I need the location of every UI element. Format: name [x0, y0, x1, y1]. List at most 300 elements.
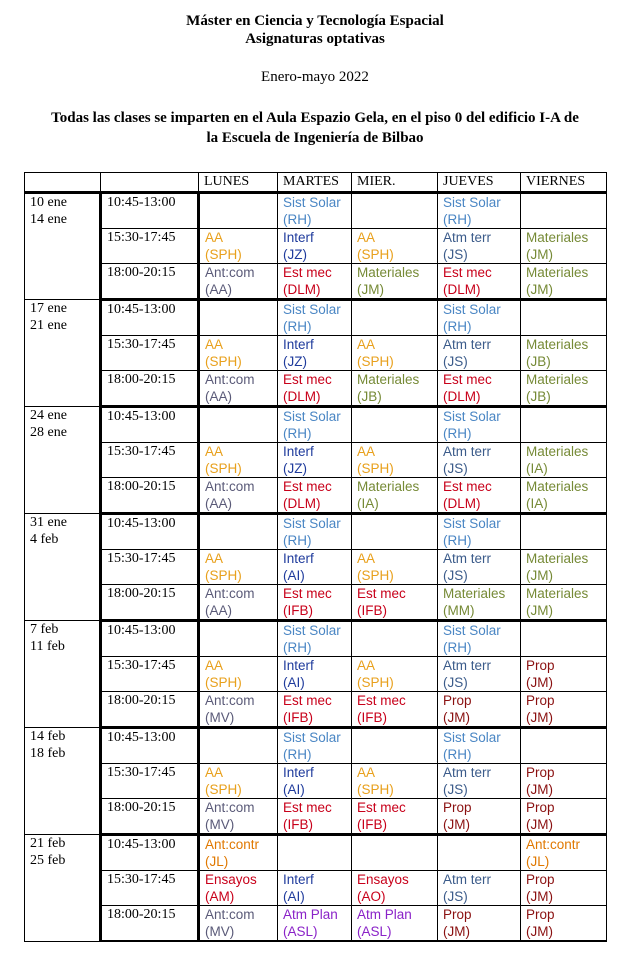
subject-name: Atm terr — [443, 872, 492, 887]
subject-name: AA — [357, 765, 376, 780]
professor-code: (RH) — [443, 212, 472, 227]
subject-name: Materiales — [357, 265, 420, 280]
professor-code: (RH) — [443, 319, 472, 334]
week-start-date: 17 ene — [30, 301, 67, 316]
professor-code: (AA) — [205, 282, 232, 297]
class-cell — [278, 550, 352, 585]
class-cell — [521, 692, 607, 728]
class-cell — [199, 835, 278, 871]
professor-code: (SPH) — [357, 461, 394, 476]
subject-name: Est mec — [357, 586, 406, 601]
professor-code: (SPH) — [357, 675, 394, 690]
time-slot: 18:00-20:15 — [101, 478, 199, 514]
professor-code: (SPH) — [205, 354, 242, 369]
subject-name: Atm terr — [443, 444, 492, 459]
subject-name: Interf — [283, 765, 314, 780]
class-cell — [438, 264, 521, 300]
professor-code: (RH) — [283, 212, 312, 227]
subject-name: Sist Solar — [443, 302, 501, 317]
professor-code: (JM) — [526, 603, 553, 618]
class-cell — [352, 336, 438, 371]
professor-code: (RH) — [443, 640, 472, 655]
professor-code: (JM) — [357, 282, 384, 297]
subject-name: Sist Solar — [283, 623, 341, 638]
column-header — [101, 173, 199, 193]
empty-cell — [199, 300, 278, 336]
subject-name: Prop — [526, 872, 555, 887]
subject-name: Prop — [526, 800, 555, 815]
subject-name: Sist Solar — [283, 302, 341, 317]
subject-name: Sist Solar — [443, 195, 501, 210]
empty-cell — [352, 193, 438, 229]
empty-cell — [199, 621, 278, 657]
schedule-row — [25, 371, 607, 407]
week-start-date: 31 ene — [30, 515, 67, 530]
class-cell — [438, 871, 521, 906]
class-cell — [278, 407, 352, 443]
schedule-row — [25, 478, 607, 514]
professor-code: (IFB) — [357, 603, 387, 618]
subject-name: Materiales — [357, 372, 420, 387]
class-cell — [352, 871, 438, 906]
subject-name: Ant:com — [205, 372, 255, 387]
class-cell — [438, 371, 521, 407]
professor-code: (JM) — [526, 889, 553, 904]
subject-name: Prop — [443, 800, 472, 815]
professor-code: (RH) — [443, 426, 472, 441]
subject-name: Interf — [283, 230, 314, 245]
professor-code: (RH) — [283, 426, 312, 441]
schedule-row — [25, 728, 607, 764]
class-cell — [521, 336, 607, 371]
subject-name: Sist Solar — [443, 623, 501, 638]
subject-name: AA — [205, 658, 224, 673]
professor-code: (IFB) — [283, 817, 313, 832]
class-cell — [521, 871, 607, 906]
professor-code: (ASL) — [357, 924, 392, 939]
schedule-table — [24, 172, 607, 942]
professor-code: (AI) — [283, 782, 305, 797]
subject-name: Interf — [283, 872, 314, 887]
class-cell — [278, 657, 352, 692]
subject-name: Atm terr — [443, 658, 492, 673]
column-header-martes: MARTES — [278, 173, 352, 193]
week-start-date: 21 feb — [30, 836, 66, 851]
subject-name: Ant:com — [205, 907, 255, 922]
professor-code: (SPH) — [205, 461, 242, 476]
empty-cell — [521, 514, 607, 550]
subject-name: AA — [205, 230, 224, 245]
header-row — [25, 173, 607, 193]
class-cell — [521, 585, 607, 621]
subject-name: Ant:com — [205, 800, 255, 815]
class-cell — [438, 478, 521, 514]
professor-code: (AI) — [283, 889, 305, 904]
week-end-date: 18 feb — [30, 746, 66, 761]
column-header-lunes: LUNES — [199, 173, 278, 193]
class-cell — [278, 764, 352, 799]
class-cell — [278, 371, 352, 407]
subject-name: AA — [205, 765, 224, 780]
professor-code: (IA) — [526, 461, 548, 476]
subject-name: Interf — [283, 658, 314, 673]
subject-name: AA — [357, 551, 376, 566]
subject-name: Sist Solar — [283, 516, 341, 531]
professor-code: (ASL) — [283, 924, 318, 939]
professor-code: (JL) — [526, 854, 550, 869]
professor-code: (AA) — [205, 496, 232, 511]
class-cell — [521, 550, 607, 585]
class-cell — [438, 728, 521, 764]
empty-cell — [199, 514, 278, 550]
class-cell — [352, 371, 438, 407]
semester-dates: Enero-mayo 2022 — [261, 69, 369, 85]
class-cell — [521, 764, 607, 799]
class-cell — [438, 906, 521, 942]
professor-code: (JS) — [443, 461, 468, 476]
class-cell — [438, 407, 521, 443]
empty-cell — [199, 407, 278, 443]
class-cell — [438, 300, 521, 336]
class-cell — [521, 371, 607, 407]
class-cell — [199, 550, 278, 585]
schedule-row — [25, 692, 607, 728]
professor-code: (JM) — [526, 675, 553, 690]
week-dates — [25, 835, 101, 942]
class-cell — [521, 835, 607, 871]
subject-name: Materiales — [526, 479, 589, 494]
subject-name: Est mec — [283, 265, 332, 280]
class-cell — [199, 443, 278, 478]
professor-code: (JM) — [526, 782, 553, 797]
class-cell — [352, 229, 438, 264]
week-start-date: 14 feb — [30, 729, 66, 744]
subject-name: Atm terr — [443, 765, 492, 780]
time-slot: 18:00-20:15 — [101, 906, 199, 942]
empty-cell — [352, 835, 438, 871]
schedule-row — [25, 443, 607, 478]
subject-name: Prop — [526, 765, 555, 780]
professor-code: (JZ) — [283, 354, 307, 369]
subject-name: Est mec — [443, 265, 492, 280]
time-slot: 18:00-20:15 — [101, 585, 199, 621]
time-slot: 18:00-20:15 — [101, 692, 199, 728]
subject-name: Interf — [283, 551, 314, 566]
week-dates — [25, 728, 101, 835]
class-cell — [278, 443, 352, 478]
class-cell — [521, 657, 607, 692]
professor-code: (SPH) — [357, 247, 394, 262]
subject-name: AA — [205, 444, 224, 459]
time-slot: 15:30-17:45 — [101, 336, 199, 371]
class-cell — [438, 443, 521, 478]
document-title — [0, 12, 630, 48]
class-cell — [278, 692, 352, 728]
professor-code: (RH) — [443, 533, 472, 548]
class-cell — [199, 371, 278, 407]
subject-name: Sist Solar — [443, 409, 501, 424]
schedule-row — [25, 407, 607, 443]
professor-code: (AA) — [205, 603, 232, 618]
notice-line: la Escuela de Ingeniería de Bilbao — [206, 130, 424, 146]
subject-name: Est mec — [283, 479, 332, 494]
week-start-date: 10 ene — [30, 195, 67, 210]
schedule-row — [25, 193, 607, 229]
subject-name: AA — [357, 337, 376, 352]
professor-code: (JS) — [443, 247, 468, 262]
class-cell — [352, 443, 438, 478]
schedule-row — [25, 550, 607, 585]
empty-cell — [199, 728, 278, 764]
professor-code: (JS) — [443, 354, 468, 369]
professor-code: (MV) — [205, 710, 235, 725]
subject-name: Est mec — [357, 693, 406, 708]
column-header-miercoles: MIER. — [352, 173, 438, 193]
subject-name: Est mec — [283, 800, 332, 815]
subject-name: Sist Solar — [283, 730, 341, 745]
professor-code: (JM) — [526, 710, 553, 725]
week-dates — [25, 193, 101, 300]
professor-code: (AM) — [205, 889, 235, 904]
professor-code: (JZ) — [283, 461, 307, 476]
subject-name: Ensayos — [357, 872, 409, 887]
schedule-row — [25, 657, 607, 692]
professor-code: (MV) — [205, 817, 235, 832]
professor-code: (JM) — [526, 282, 553, 297]
class-cell — [521, 906, 607, 942]
schedule-body — [25, 193, 607, 942]
time-slot: 10:45-13:00 — [101, 835, 199, 871]
schedule-row — [25, 514, 607, 550]
subject-name: Ant:com — [205, 693, 255, 708]
professor-code: (JM) — [443, 710, 470, 725]
schedule-row — [25, 336, 607, 371]
subject-name: Materiales — [443, 586, 506, 601]
professor-code: (SPH) — [205, 568, 242, 583]
subject-name: AA — [357, 658, 376, 673]
professor-code: (IA) — [526, 496, 548, 511]
class-cell — [278, 300, 352, 336]
subject-name: Prop — [443, 693, 472, 708]
professor-code: (DLM) — [283, 389, 321, 404]
subject-name: Est mec — [283, 586, 332, 601]
class-cell — [199, 871, 278, 906]
subject-name: Atm Plan — [283, 907, 338, 922]
class-cell — [278, 906, 352, 942]
empty-cell — [278, 835, 352, 871]
class-cell — [352, 906, 438, 942]
column-header-viernes: VIERNES — [521, 173, 607, 193]
empty-cell — [199, 193, 278, 229]
professor-code: (JB) — [526, 354, 551, 369]
professor-code: (JM) — [443, 817, 470, 832]
empty-cell — [352, 300, 438, 336]
class-cell — [199, 336, 278, 371]
class-cell — [438, 764, 521, 799]
subject-name: Ensayos — [205, 872, 257, 887]
week-end-date: 21 ene — [30, 318, 67, 333]
class-cell — [438, 692, 521, 728]
professor-code: (SPH) — [205, 675, 242, 690]
class-cell — [352, 692, 438, 728]
class-cell — [199, 906, 278, 942]
class-cell — [521, 264, 607, 300]
class-cell — [278, 799, 352, 835]
column-header — [25, 173, 101, 193]
class-cell — [278, 478, 352, 514]
professor-code: (IFB) — [357, 710, 387, 725]
week-end-date: 4 feb — [30, 532, 59, 547]
time-slot: 10:45-13:00 — [101, 621, 199, 657]
professor-code: (IFB) — [283, 603, 313, 618]
week-end-date: 14 ene — [30, 212, 67, 227]
class-cell — [438, 514, 521, 550]
professor-code: (AI) — [283, 675, 305, 690]
class-cell — [199, 478, 278, 514]
schedule-row — [25, 229, 607, 264]
schedule-row — [25, 906, 607, 942]
class-cell — [438, 621, 521, 657]
week-dates — [25, 407, 101, 514]
professor-code: (JL) — [205, 854, 229, 869]
time-slot: 15:30-17:45 — [101, 764, 199, 799]
column-header-jueves: JUEVES — [438, 173, 521, 193]
schedule-row — [25, 300, 607, 336]
schedule-row — [25, 799, 607, 835]
professor-code: (SPH) — [357, 782, 394, 797]
professor-code: (JS) — [443, 568, 468, 583]
subject-name: Interf — [283, 444, 314, 459]
professor-code: (JS) — [443, 889, 468, 904]
professor-code: (IFB) — [357, 817, 387, 832]
professor-code: (JS) — [443, 782, 468, 797]
title-line: Máster en Ciencia y Tecnología Espacial — [186, 13, 444, 29]
subtitle-line: Asignaturas optativas — [245, 31, 385, 47]
subject-name: Materiales — [526, 337, 589, 352]
schedule-row — [25, 764, 607, 799]
subject-name: Materiales — [526, 372, 589, 387]
subject-name: AA — [357, 444, 376, 459]
empty-cell — [352, 514, 438, 550]
week-dates — [25, 621, 101, 728]
time-slot: 15:30-17:45 — [101, 550, 199, 585]
subject-name: Sist Solar — [443, 730, 501, 745]
professor-code: (JB) — [526, 389, 551, 404]
class-cell — [352, 550, 438, 585]
week-dates — [25, 514, 101, 621]
subject-name: Ant:contr — [205, 837, 260, 852]
week-end-date: 25 feb — [30, 853, 66, 868]
professor-code: (RH) — [283, 319, 312, 334]
subject-name: Atm Plan — [357, 907, 412, 922]
subject-name: Atm terr — [443, 337, 492, 352]
time-slot: 15:30-17:45 — [101, 657, 199, 692]
time-slot: 18:00-20:15 — [101, 264, 199, 300]
subject-name: Materiales — [357, 479, 420, 494]
class-cell — [352, 764, 438, 799]
class-cell — [438, 657, 521, 692]
time-slot: 10:45-13:00 — [101, 514, 199, 550]
time-slot: 15:30-17:45 — [101, 871, 199, 906]
time-slot: 10:45-13:00 — [101, 728, 199, 764]
subject-name: Materiales — [526, 230, 589, 245]
subject-name: Prop — [526, 907, 555, 922]
subject-name: Sist Solar — [283, 195, 341, 210]
empty-cell — [352, 621, 438, 657]
professor-code: (RH) — [283, 747, 312, 762]
professor-code: (JM) — [526, 568, 553, 583]
week-end-date: 11 feb — [30, 639, 65, 654]
schedule-row — [25, 264, 607, 300]
professor-code: (DLM) — [443, 389, 481, 404]
class-cell — [352, 585, 438, 621]
professor-code: (SPH) — [357, 354, 394, 369]
subject-name: Est mec — [443, 372, 492, 387]
class-cell — [438, 336, 521, 371]
empty-cell — [521, 621, 607, 657]
time-slot: 10:45-13:00 — [101, 300, 199, 336]
professor-code: (SPH) — [205, 782, 242, 797]
class-cell — [278, 585, 352, 621]
class-cell — [438, 193, 521, 229]
class-cell — [438, 799, 521, 835]
professor-code: (JM) — [526, 924, 553, 939]
empty-cell — [352, 407, 438, 443]
class-cell — [278, 871, 352, 906]
class-cell — [352, 478, 438, 514]
professor-code: (DLM) — [283, 282, 321, 297]
professor-code: (SPH) — [205, 247, 242, 262]
time-slot: 10:45-13:00 — [101, 193, 199, 229]
week-start-date: 7 feb — [30, 622, 59, 637]
subject-name: Prop — [443, 907, 472, 922]
class-cell — [521, 229, 607, 264]
week-dates — [25, 300, 101, 407]
class-cell — [521, 478, 607, 514]
class-cell — [352, 657, 438, 692]
time-slot: 15:30-17:45 — [101, 443, 199, 478]
professor-code: (AO) — [357, 889, 386, 904]
class-cell — [352, 264, 438, 300]
professor-code: (RH) — [443, 747, 472, 762]
professor-code: (JM) — [526, 817, 553, 832]
professor-code: (JZ) — [283, 247, 307, 262]
subject-name: Prop — [526, 658, 555, 673]
class-cell — [199, 799, 278, 835]
time-slot: 18:00-20:15 — [101, 371, 199, 407]
schedule-row — [25, 835, 607, 871]
class-cell — [278, 728, 352, 764]
subject-name: Sist Solar — [443, 516, 501, 531]
empty-cell — [521, 193, 607, 229]
class-cell — [199, 657, 278, 692]
class-cell — [199, 585, 278, 621]
professor-code: (DLM) — [443, 282, 481, 297]
week-start-date: 24 ene — [30, 408, 67, 423]
professor-code: (RH) — [283, 533, 312, 548]
empty-cell — [521, 728, 607, 764]
time-slot: 10:45-13:00 — [101, 407, 199, 443]
subject-name: AA — [357, 230, 376, 245]
class-cell — [199, 264, 278, 300]
subject-name: AA — [205, 337, 224, 352]
subject-name: Sist Solar — [283, 409, 341, 424]
subject-name: Est mec — [357, 800, 406, 815]
subject-name: Ant:com — [205, 479, 255, 494]
professor-code: (DLM) — [283, 496, 321, 511]
subject-name: Ant:com — [205, 265, 255, 280]
subject-name: Atm terr — [443, 551, 492, 566]
